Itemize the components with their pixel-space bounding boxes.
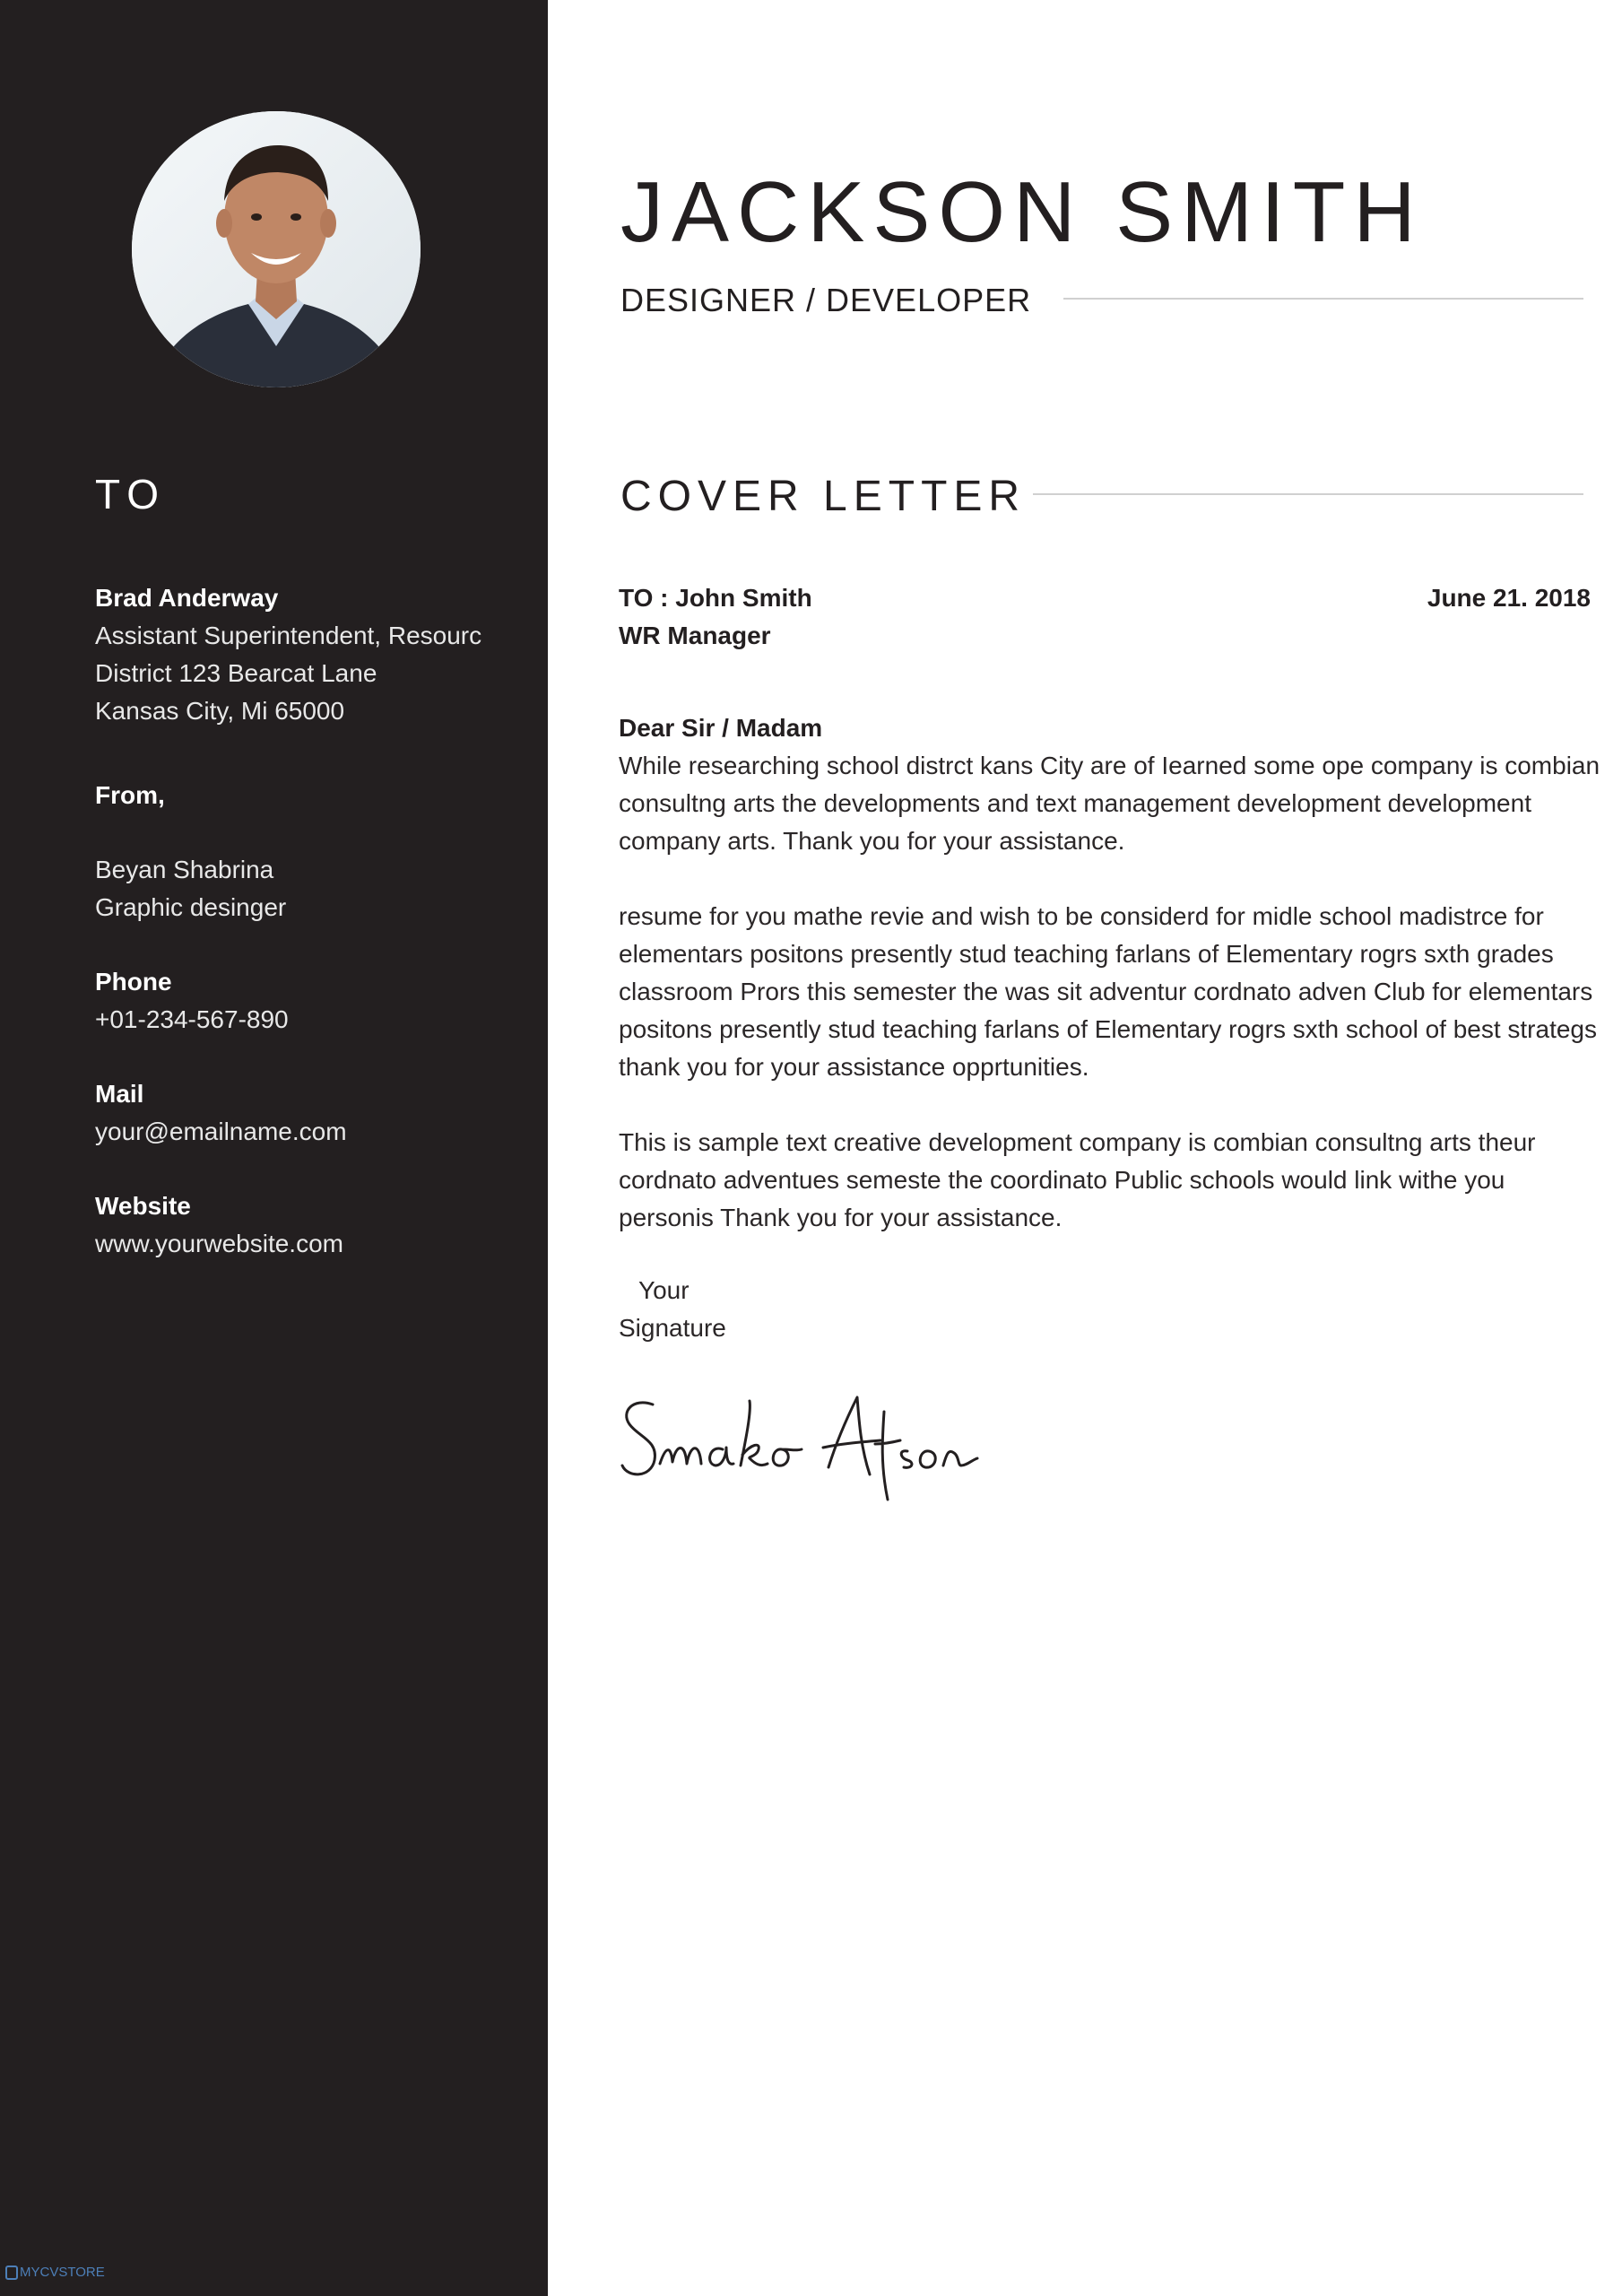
recipient-line: Assistant Superintendent, Resourc <box>95 622 482 649</box>
addressee-role: WR Manager <box>619 622 771 649</box>
letter-paragraph: resume for you mathe revie and wish to be considerd for midle school madistrce for elementars positons presently stud teaching farlans of Elementary rogrs sxth grades classroom Prors this semester the was sit adventur cordnato adven Club for elementars positons presently stud teaching farlans of Elementary rogrs sxth school of best strategs thank you for your assistance opprtunities. <box>619 902 1598 1081</box>
addressee-block <box>619 579 812 655</box>
watermark-logo <box>5 2265 105 2280</box>
sidebar-heading: TO <box>95 471 167 517</box>
mail-value: your@emailname.com <box>95 1118 347 1145</box>
sidebar <box>0 0 548 2296</box>
addressee-name: TO : John Smith <box>619 584 812 612</box>
profile-photo-image <box>132 111 421 387</box>
profile-photo <box>132 111 421 387</box>
handwritten-signature <box>615 1385 992 1510</box>
recipient-name: Brad Anderway <box>95 584 279 612</box>
section-title: COVER LETTER <box>620 473 1027 520</box>
title-divider <box>1063 298 1583 300</box>
letter-date: June 21. 2018 <box>1427 584 1591 612</box>
recipient-block <box>95 579 481 730</box>
sender-name: Beyan Shabrina <box>95 856 274 883</box>
phone-block <box>95 963 289 1039</box>
sender-role: Graphic desinger <box>95 893 287 921</box>
recipient-line: Kansas City, Mi 65000 <box>95 697 345 725</box>
letter-paragraph: This is sample text creative development company is combian consultng arts theur cordnato adventues semeste the coordinato Public schools would link withe you personis Thank you for your assistance. <box>619 1128 1536 1231</box>
website-block <box>95 1187 343 1263</box>
signature-text: Smako Atson <box>615 1385 620 1386</box>
phone-value: +01-234-567-890 <box>95 1005 289 1033</box>
website-label: Website <box>95 1192 191 1220</box>
mail-label: Mail <box>95 1080 144 1108</box>
sender-block <box>95 851 286 926</box>
letter-paragraph: While researching school distrct kans City are of Iearned some ope company is combian consultng arts the developments and text management development development company arts. Thank you for your assistance. <box>619 752 1600 855</box>
from-label: From, <box>95 781 165 809</box>
signature-label <box>619 1272 726 1347</box>
watermark-icon <box>5 2266 18 2280</box>
applicant-name: JACKSON SMITH <box>620 164 1424 260</box>
signature-label-line: Your <box>638 1276 690 1304</box>
from-block <box>95 777 165 814</box>
job-title: DESIGNER / DEVELOPER <box>620 282 1032 318</box>
greeting: Dear Sir / Madam <box>619 714 823 742</box>
website-value: www.yourwebsite.com <box>95 1230 343 1257</box>
phone-label: Phone <box>95 968 172 996</box>
mail-block <box>95 1075 347 1151</box>
section-divider <box>1033 493 1583 495</box>
watermark-text: MYCVSTORE <box>20 2265 105 2280</box>
recipient-line: District 123 Bearcat Lane <box>95 659 377 687</box>
signature-label-line: Signature <box>619 1314 726 1342</box>
